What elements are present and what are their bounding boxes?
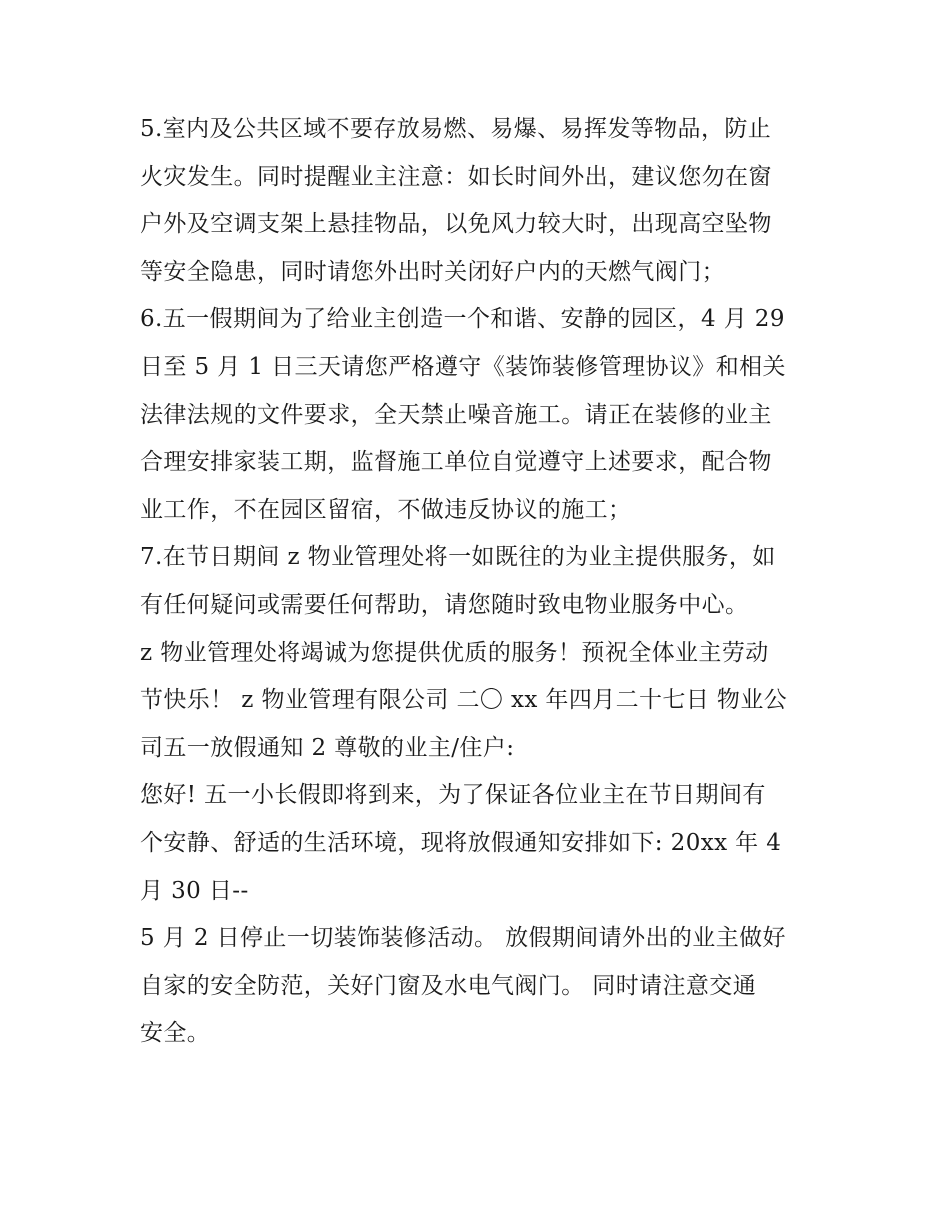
text-line: 5.室内及公共区域不要存放易燃、易爆、易挥发等物品，防止 [140, 116, 772, 142]
text-line: 个安静、舒适的生活环境，现将放假通知安排如下: 20xx 年 4 [140, 829, 782, 856]
text-line: 节快乐！ z 物业管理有限公司 二〇 xx 年四月二十七日 物业公 [140, 687, 788, 714]
text-line: 司五一放假通知 2 尊敬的业主/住户: [140, 734, 515, 761]
text-line: 有任何疑问或需要任何帮助，请您随时致电物业服务中心。 [140, 591, 749, 618]
document-body [140, 106, 820, 1058]
text-line: 业工作，不在园区留宿，不做违反协议的施工； [140, 496, 632, 523]
text-line: 火灾发生。同时提醒业主注意：如长时间外出，建议您勿在窗 [140, 163, 772, 190]
text-line: 月 30 日-- [140, 877, 249, 904]
text-line: 安全。 [140, 1020, 211, 1047]
text-line: 法律法规的文件要求，全天禁止噪音施工。请正在装修的业主 [140, 401, 772, 428]
text-line: 户外及空调支架上悬挂物品，以免风力较大时，出现高空坠物 [140, 211, 772, 238]
text-line: 5 月 2 日停止一切装饰装修活动。 放假期间请外出的业主做好 [140, 925, 786, 952]
text-line: 合理安排家装工期，监督施工单位自觉遵守上述要求，配合物 [140, 449, 772, 476]
text-line: 7.在节日期间 z 物业管理处将一如既往的为业主提供服务，如 [140, 544, 776, 571]
text-line: 您好! 五一小长假即将到来，为了保证各位业主在节日期间有 [140, 782, 766, 809]
text-line: 等安全隐患，同时请您外出时关闭好户内的天燃气阀门； [140, 258, 725, 285]
text-line: 自家的安全防范，关好门窗及水电气阀门。 同时请注意交通 [140, 972, 757, 999]
text-line: 日至 5 月 1 日三天请您严格遵守《装饰装修管理协议》和相关 [140, 353, 786, 380]
text-line: z 物业管理处将竭诚为您提供优质的服务！预祝全体业主劳动 [140, 639, 769, 666]
text-line: 6.五一假期间为了给业主创造一个和谐、安静的园区，4 月 29 [140, 306, 785, 333]
